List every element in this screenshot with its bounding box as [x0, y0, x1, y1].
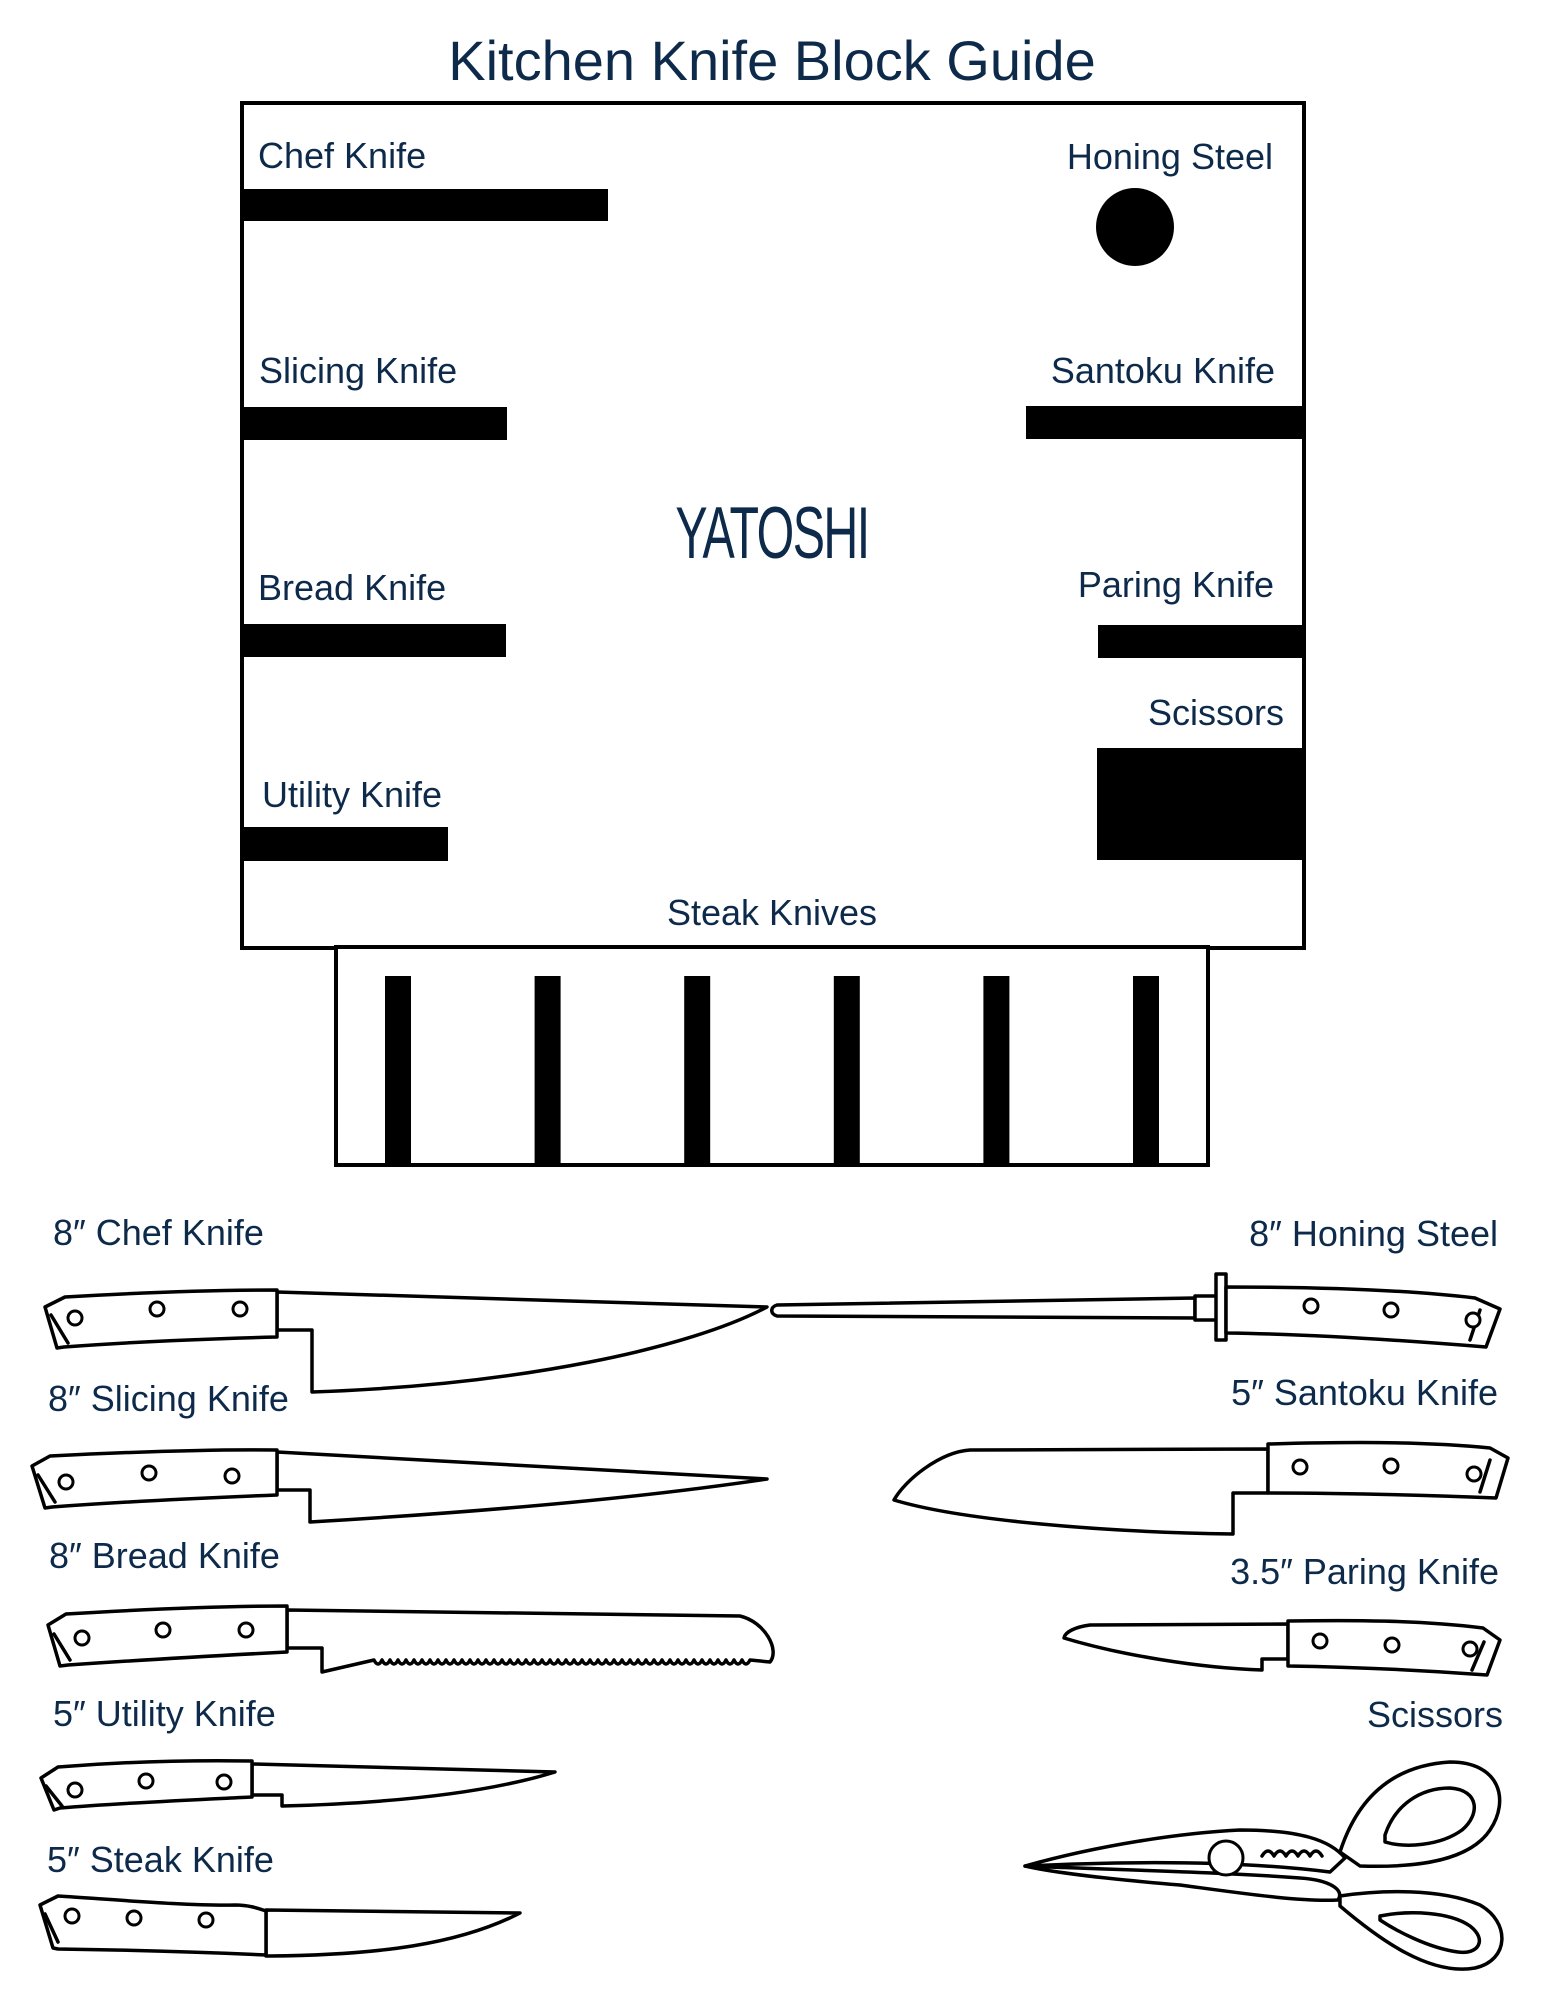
tool-label-santoku: 5″ Santoku Knife	[1231, 1372, 1498, 1413]
slot-label-steak: Steak Knives	[666, 892, 878, 933]
steak-slot	[834, 976, 860, 1166]
tool-label-slicing: 8″ Slicing Knife	[48, 1378, 289, 1419]
steak-block	[336, 947, 1208, 1165]
steak-slot	[983, 976, 1009, 1166]
slot-label-chef: Chef Knife	[258, 135, 427, 176]
bread-knife-icon	[48, 1606, 773, 1672]
slicing-knife-icon	[32, 1450, 767, 1522]
tool-label-paring: 3.5″ Paring Knife	[1230, 1551, 1499, 1592]
knife-block	[242, 103, 1304, 1166]
tool-label-scissors: Scissors	[1366, 1694, 1503, 1735]
santoku-knife-icon	[894, 1443, 1508, 1534]
steak-slot	[684, 976, 710, 1166]
tool-label-bread: 8″ Bread Knife	[49, 1535, 280, 1576]
slot-utility	[242, 827, 448, 861]
slot-paring	[1098, 625, 1304, 658]
tool-label-steak: 5″ Steak Knife	[47, 1839, 274, 1880]
slot-honing	[1096, 188, 1174, 266]
steak-slot	[1133, 976, 1159, 1166]
slot-label-bread: Bread Knife	[258, 567, 447, 608]
slot-slicing	[242, 407, 507, 440]
steak-slot	[535, 976, 561, 1166]
slot-bread	[242, 624, 506, 657]
brand-logo: YATOSHI	[675, 493, 869, 575]
slot-scissors	[1097, 748, 1304, 860]
chef-knife-icon	[45, 1290, 767, 1392]
steak-slot	[385, 976, 411, 1166]
slot-label-paring: Paring Knife	[1077, 564, 1274, 605]
utility-knife-icon	[41, 1761, 555, 1810]
tool-label-honing: 8″ Honing Steel	[1249, 1213, 1498, 1254]
steak-knife-icon	[40, 1896, 520, 1956]
page-title: Kitchen Knife Block Guide	[448, 29, 1096, 92]
slot-label-honing: Honing Steel	[1066, 136, 1273, 177]
slot-chef	[242, 189, 608, 221]
scissors-icon	[1025, 1762, 1502, 1969]
slot-label-slicing: Slicing Knife	[259, 350, 458, 391]
tool-label-utility: 5″ Utility Knife	[53, 1693, 276, 1734]
tool-label-chef: 8″ Chef Knife	[53, 1212, 264, 1253]
honing-steel-icon	[772, 1274, 1500, 1347]
paring-knife-icon	[1064, 1621, 1500, 1675]
slot-label-santoku: Santoku Knife	[1050, 350, 1275, 391]
slot-santoku	[1026, 406, 1304, 439]
slot-label-scissors: Scissors	[1147, 692, 1284, 733]
slot-label-utility: Utility Knife	[262, 774, 443, 815]
